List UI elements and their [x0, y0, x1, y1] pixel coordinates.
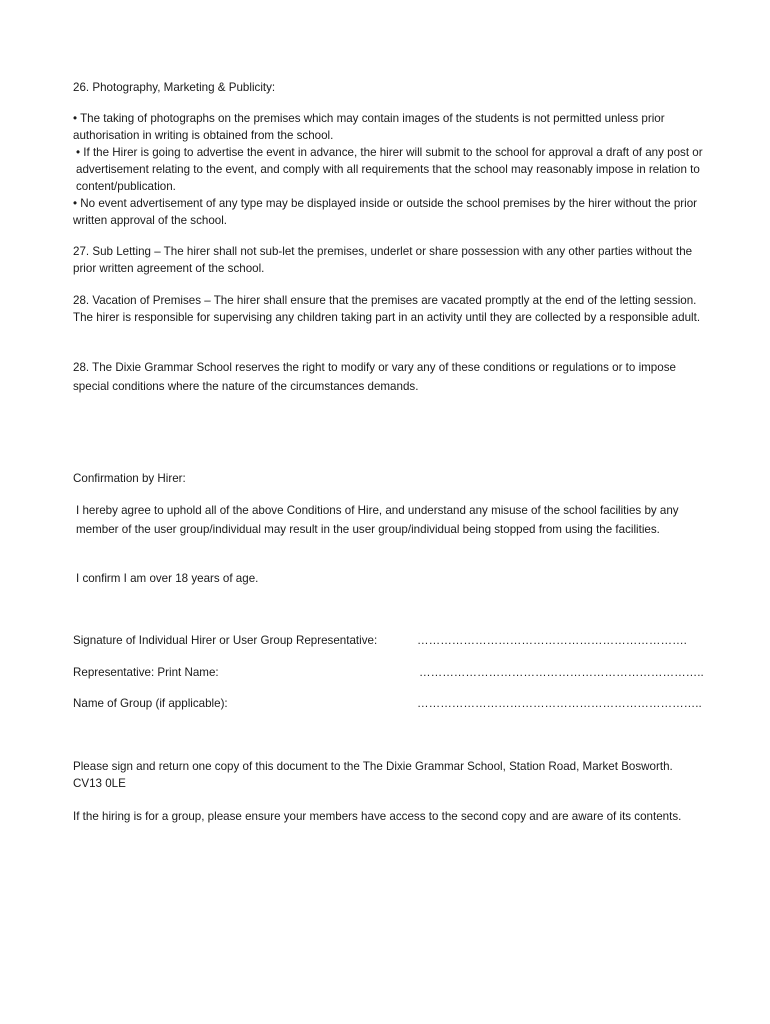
confirmation-age — [73, 570, 706, 587]
confirmation-agreement-text: I hereby agree to uphold all of the above Conditions of Hire, and understand any misuse of the school facilities by any member of the user group/individual may result in the user group/individual being stopped from using the facilities. — [76, 504, 679, 536]
print-name-field[interactable] — [73, 664, 713, 681]
group-name-dots[interactable]: ……………………………………………………………….. — [417, 697, 702, 710]
return-instructions — [73, 758, 703, 792]
section-26-bullets — [73, 110, 703, 229]
print-name-label: Representative: Print Name: — [73, 666, 219, 679]
bullet-advertise: • If the Hirer is going to advertise the event in advance, the hirer will submit to the school for approval a draft of any post or advertisement relating to the event, and comply with all requirements that the school may reasonably impose in relation to content/publication. — [76, 146, 703, 193]
section-26 — [73, 79, 703, 96]
bullet-no-advertisement: • No event advertisement of any type may be displayed inside or outside the school premises by the hirer without the prior written approval of the school. — [73, 197, 698, 227]
confirmation-agreement — [73, 501, 703, 539]
signature-dots[interactable]: ……………………………………………………………. — [417, 634, 687, 647]
group-name-label: Name of Group (if applicable): — [73, 697, 228, 710]
section-28-vacation-text: 28. Vacation of Premises – The hirer shall ensure that the premises are vacated promptly at the end of the letting session. The hirer is responsible for supervising any children taking part in an activity until they are collected by a responsible adult. — [73, 294, 701, 324]
signature-field[interactable] — [73, 632, 713, 649]
group-note-text: If the hiring is for a group, please ensure your members have access to the second copy and are aware of its contents. — [73, 810, 682, 823]
confirmation-heading — [73, 470, 703, 487]
return-instructions-text: Please sign and return one copy of this document to the The Dixie Grammar School, Station Road, Market Bosworth. CV13 0LE — [73, 760, 673, 790]
group-name-field[interactable] — [73, 695, 713, 712]
print-name-dots[interactable]: ……………………………………………………………….. — [419, 666, 704, 679]
group-note — [73, 807, 703, 826]
section-27-text: 27. Sub Letting – The hirer shall not sub-let the premises, underlet or share possession with any other parties without the prior written agreement of the school. — [73, 245, 693, 275]
section-28-reserves-text: 28. The Dixie Grammar School reserves the right to modify or vary any of these conditions or regulations or to impose special conditions where the nature of the circumstances demands. — [73, 361, 676, 393]
section-27 — [73, 243, 703, 277]
section-28-vacation — [73, 292, 703, 326]
signature-label: Signature of Individual Hirer or User Group Representative: — [73, 634, 378, 647]
section-28-reserves — [73, 358, 703, 396]
section-26-heading: 26. Photography, Marketing & Publicity: — [73, 81, 276, 94]
confirmation-heading-text: Confirmation by Hirer: — [73, 472, 186, 485]
bullet-photographs: • The taking of photographs on the premises which may contain images of the students is not permitted unless prior authorisation in writing is obtained from the school. — [73, 112, 665, 142]
confirmation-age-text: I confirm I am over 18 years of age. — [76, 572, 259, 585]
